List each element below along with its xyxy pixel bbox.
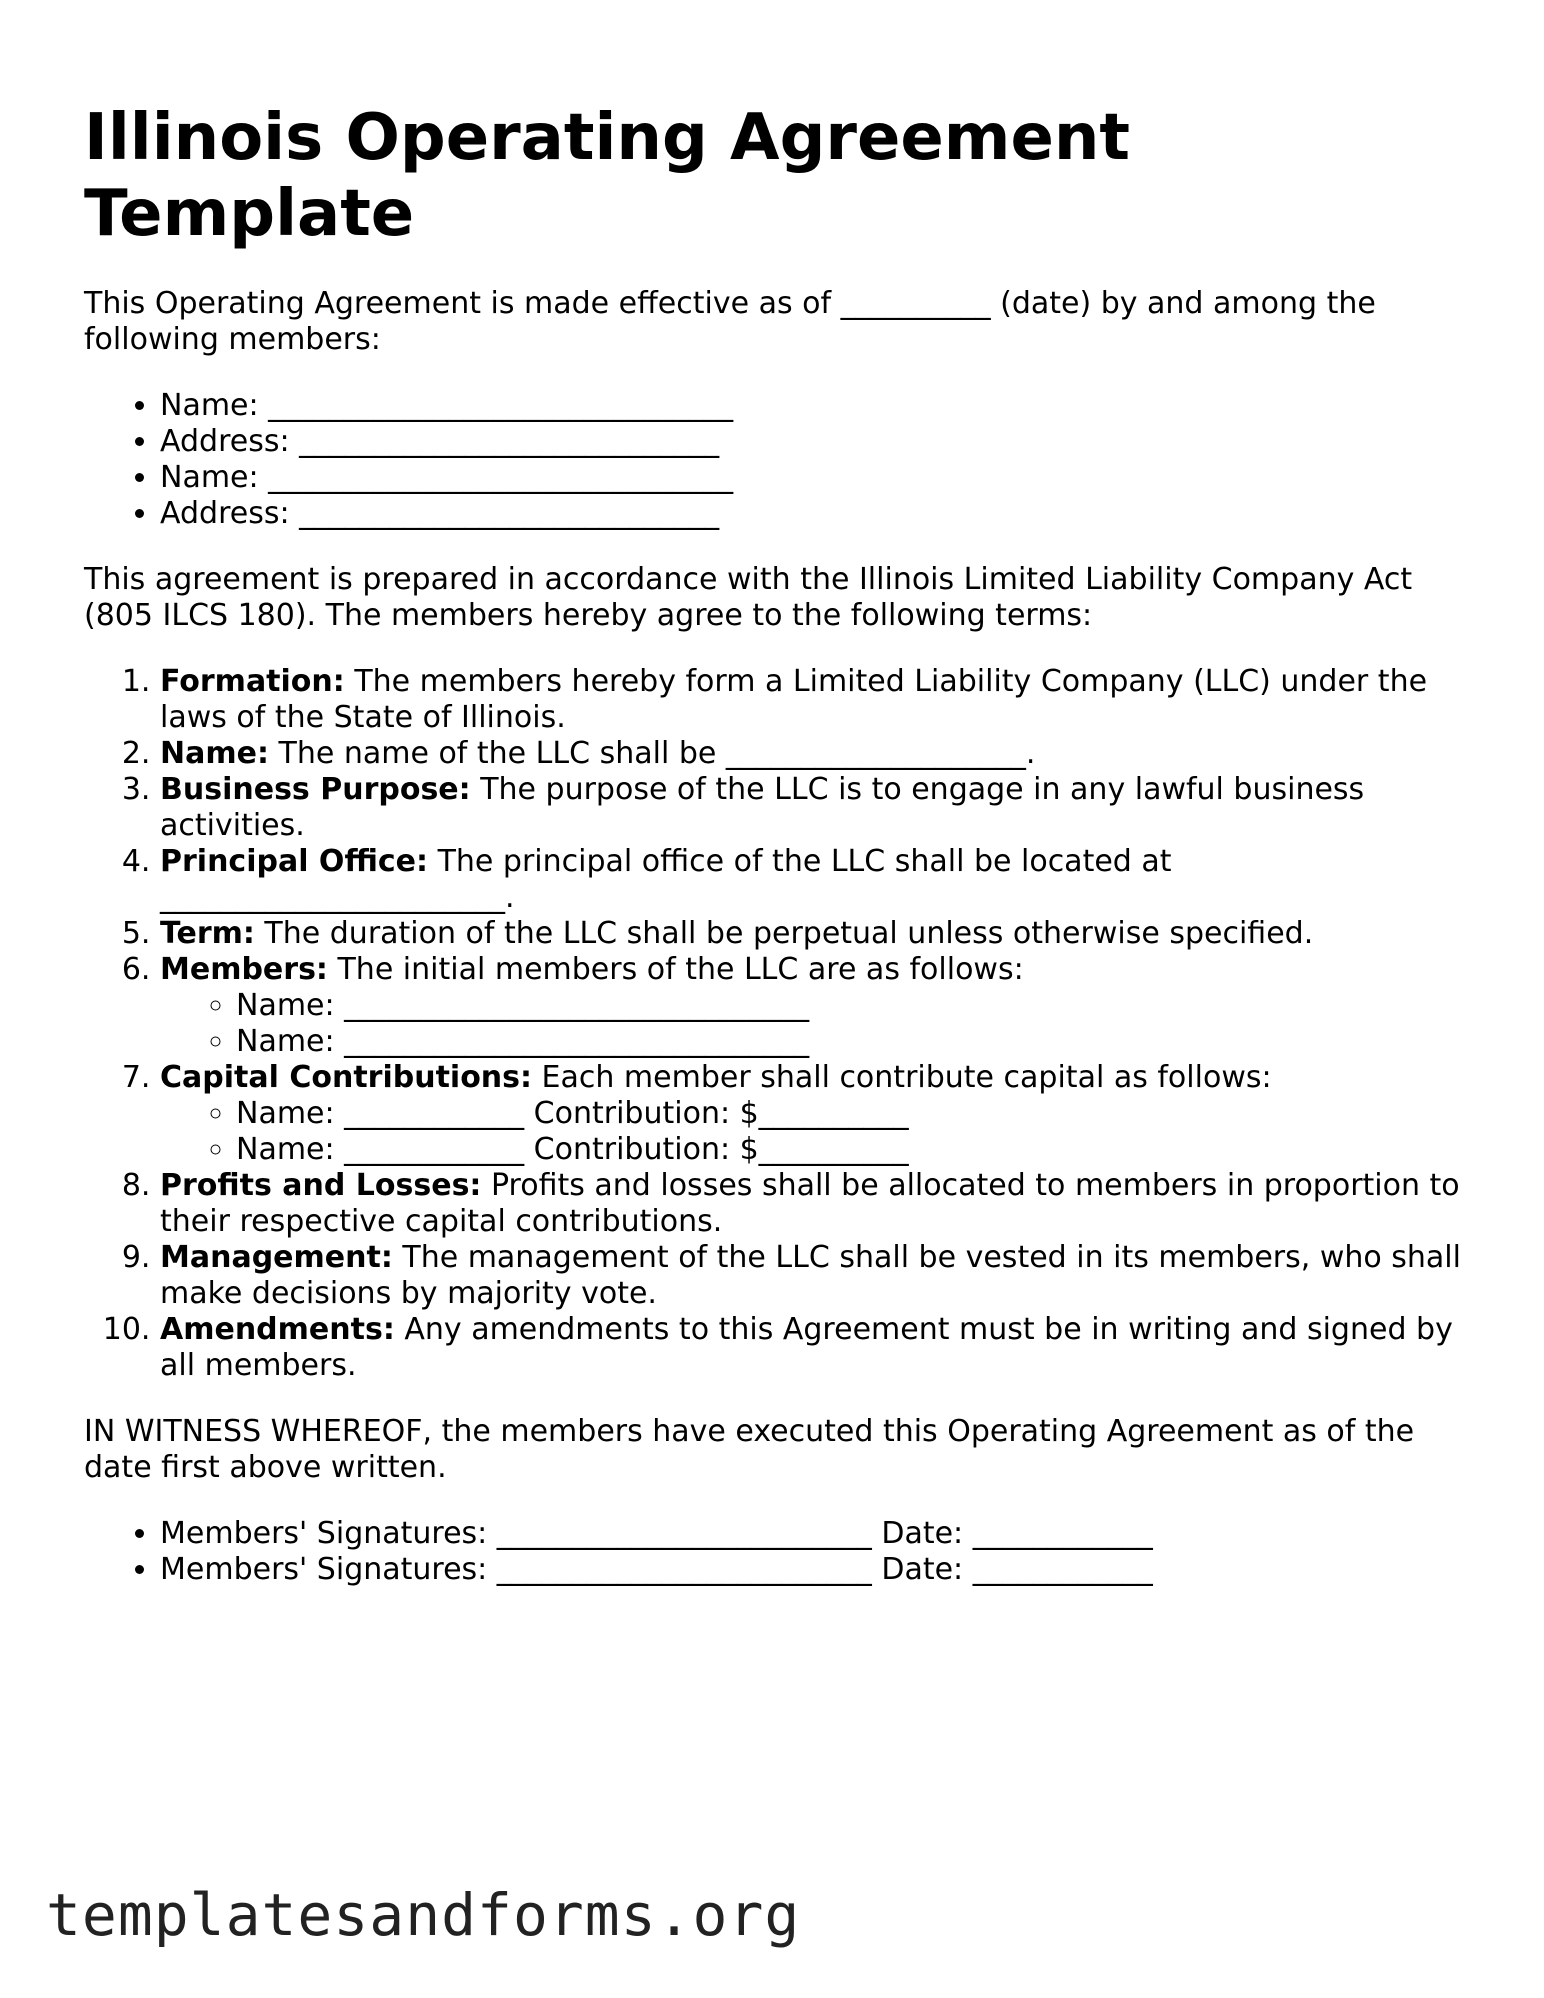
term-title: Members:: [160, 952, 328, 987]
term-item: [160, 1240, 1474, 1312]
terms-list: [84, 664, 1474, 1384]
term-text: The initial members of the LLC are as follows:: [327, 952, 1024, 987]
contribution-list: [160, 1096, 1474, 1168]
document-page: [84, 100, 1474, 1618]
term-text: Any amendments to this Agreement must be in writing and signed by all members.: [160, 1312, 1453, 1383]
term-item: [160, 844, 1474, 916]
term-item: [160, 1060, 1474, 1168]
term-text: Each member shall contribute capital as follows:: [532, 1060, 1272, 1095]
term-item: [160, 916, 1474, 952]
term-item: [160, 772, 1474, 844]
member-address-line: • Address: ____________________________: [160, 424, 1474, 460]
term-item: [160, 1312, 1474, 1384]
term-item: [160, 736, 1474, 772]
member-list: [84, 388, 1474, 532]
term-item: [160, 1168, 1474, 1240]
term-text: The purpose of the LLC is to engage in any lawful business activities.: [160, 772, 1365, 843]
term-title: Principal Office:: [160, 844, 429, 879]
initial-member-line: ◦ Name: _______________________________: [236, 1024, 1474, 1060]
term-title: Management:: [160, 1240, 393, 1275]
member-address-line: • Address: ____________________________: [160, 496, 1474, 532]
intro-paragraph: This Operating Agreement is made effective as of __________ (date) by and among the following members:: [84, 286, 1376, 357]
term-title: Capital Contributions:: [160, 1060, 533, 1095]
term-text: The duration of the LLC shall be perpetual unless otherwise specified.: [254, 916, 1314, 951]
signature-line: • Members' Signatures: _________________________ Date: ____________: [160, 1552, 1474, 1588]
term-title: Formation:: [160, 664, 345, 699]
initial-member-line: ◦ Name: _______________________________: [236, 988, 1474, 1024]
contribution-line: ◦ Name: ____________ Contribution: $__________: [236, 1132, 1474, 1168]
signature-line: • Members' Signatures: _________________________ Date: ____________: [160, 1516, 1474, 1552]
contribution-line: ◦ Name: ____________ Contribution: $__________: [236, 1096, 1474, 1132]
term-text: The name of the LLC shall be ____________________.: [268, 736, 1036, 771]
term-text: The principal office of the LLC shall be located at _______________________.: [160, 844, 1172, 915]
site-watermark: templatesandforms.org: [46, 1881, 801, 1949]
term-text: The members hereby form a Limited Liability Company (LLC) under the laws of the State of Illinois.: [160, 664, 1428, 735]
term-title: Business Purpose:: [160, 772, 471, 807]
term-title: Name:: [160, 736, 269, 771]
preamble-paragraph: This agreement is prepared in accordance with the Illinois Limited Liability Company Act (805 ILCS 180). The members hereby agree to the following terms:: [84, 562, 1413, 633]
document-title: Illinois Operating Agreement Template: [84, 101, 1130, 251]
member-name-line: • Name: _______________________________: [160, 388, 1474, 424]
term-title: Term:: [160, 916, 255, 951]
term-title: Profits and Losses:: [160, 1168, 482, 1203]
term-text: Profits and losses shall be allocated to members in proportion to their respective capital contributions.: [160, 1168, 1460, 1239]
witness-paragraph: IN WITNESS WHEREOF, the members have executed this Operating Agreement as of the date first above written.: [84, 1414, 1415, 1485]
term-item: [160, 664, 1474, 736]
signature-list: [84, 1516, 1474, 1588]
term-text: The management of the LLC shall be vested in its members, who shall make decisions by majority vote.: [160, 1240, 1461, 1311]
term-item: [160, 952, 1474, 1060]
initial-members-list: [160, 988, 1474, 1060]
member-name-line: • Name: _______________________________: [160, 460, 1474, 496]
term-title: Amendments:: [160, 1312, 395, 1347]
